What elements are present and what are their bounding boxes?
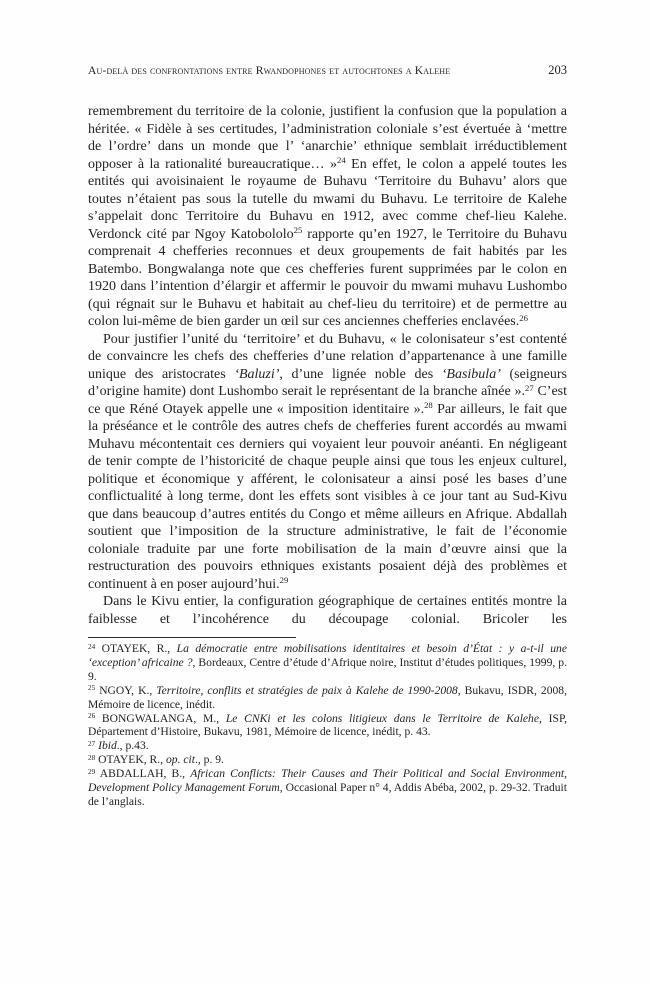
superscript-number: 27: [524, 382, 534, 393]
superscript-number: 28: [88, 753, 96, 762]
superscript-number: 26: [88, 712, 96, 721]
footnotes: [88, 642, 567, 809]
text-segment: C’est ce que Réné Otayek appelle une « imposition identitaire ».: [88, 384, 567, 417]
text-segment: , ISP, Département d’Histoire, Bukavu, 1981, Mémoire de licence, inédit, p. 43.: [88, 711, 568, 739]
text-segment: NGOY, K.,: [95, 683, 157, 697]
superscript-number: 28: [424, 400, 433, 411]
footnote: [88, 712, 567, 740]
footnote: [88, 739, 567, 753]
body-text: [88, 103, 567, 628]
italic-text: Ibid: [98, 739, 117, 753]
paragraph: [88, 331, 567, 594]
footnote: [88, 642, 567, 684]
italic-text: ‘Basibula’: [441, 366, 501, 382]
text-segment: Par ailleurs, le fait que la préséance et le contrôle des autres chefs de chefferies furent accordés au mwami Muhavu mécontentait ces derniers qui voyaient leur pouvoir anéanti. En négligeant de tenir compte de l’historicité de chaque peuple ainsi que tous les enjeux culturel, politique et économique y afférent, le colonisateur a ainsi posé les bases d’une conflictualité à long terme, dont les effets sont visibles à ce jour tant au Sud-Kivu que dans beaucoup d’autres entités du Congo et même ailleurs en Afrique. Abdallah soutient que l’imposition de la structure administrative, le fait de l’économie coloniale traduite par une forte mobilisation de la main d’œuvre ainsi que la restructuration des pouvoirs ethniques existants posaient déjà des problèmes et continuent à en poser aujourd’hui.: [88, 401, 568, 592]
text-segment: OTAYEK, R.,: [95, 642, 177, 655]
footnote: [88, 684, 567, 712]
page-header: [88, 63, 567, 78]
italic-text: La démocratie entre mobilisations identitaires et besoin d’État : y a-t-il une ‘exception’ africaine ?: [88, 642, 567, 669]
text-segment: , d’une lignée noble des: [279, 366, 442, 382]
footnote: [88, 767, 567, 809]
footnote-separator: [88, 637, 296, 638]
text-segment: En effet, le colon a appelé toutes les entités qui avoisinaient le royaume de Buhavu ‘Territoire du Buhavu’ alors que toutes n’étaient pas sous la tutelle du mwami du Buhavu. Le territoire de Kalehe s’appelait donc Territoire du Buhavu en 1912, avec comme chef-lieu Kalehe. Verdonck cité par Ngoy Katobololo: [88, 156, 567, 242]
italic-text: op. cit: [165, 753, 195, 767]
text-segment: rapporte qu’en 1927, le Territoire du Buhavu comprenait 4 chefferies reconnues et deux groupements de fait habités par les Batembo. Bongwalanga note que ces chefferies furent supprimées par le colon en 1920 dans l’intention d’élargir et affermir le pouvoir du mwami muhavu Lushombo (qui régnait sur le Buhavu et habitait au chef-lieu du territoire) et de permettre au colon lui-même de bien garder un œil sur ces anciennes chefferies enclavées.: [88, 226, 567, 329]
text-segment: (seigneurs d’origine hamite) dont Lushombo serait le représentant de la branche aînée ».: [88, 366, 567, 399]
superscript-number: 25: [88, 684, 96, 693]
italic-text: ‘Baluzi’: [234, 366, 280, 382]
italic-text: Le CNKi et les colons litigieux dans le Territoire de Kalehe: [225, 711, 540, 725]
superscript-number: 24: [337, 155, 346, 166]
text-segment: , Bukavu, ISDR, 2008, Mémoire de licence, inédit.: [88, 683, 568, 711]
text-segment: ABDALLAH, B.,: [95, 767, 191, 781]
italic-text: Territoire, conflits et stratégies de paix à Kalehe de 1990-2008: [156, 683, 458, 697]
superscript-number: 24: [88, 642, 96, 651]
paragraph: [88, 593, 567, 628]
text-segment: ., p.43.: [116, 739, 149, 753]
page-number: 203: [548, 63, 567, 77]
text-segment: , Bordeaux, Centre d’étude d’Afrique noire, Institut d’études politiques, 1999, p. 9.: [88, 655, 567, 683]
text-segment: Dans le Kivu entier, la configuration géographique de certaines entités montre la faiblesse et l’incohérence du découpage colonial. Bricoler les: [88, 594, 567, 627]
running-title: Au-delà des confrontations entre Rwandophones et autochtones a Kalehe: [88, 64, 451, 77]
superscript-number: 29: [88, 767, 96, 776]
superscript-number: 29: [279, 575, 289, 586]
superscript-number: 27: [88, 739, 96, 748]
italic-text: African Conflicts: Their Causes and Their Political and Social Environment, Development Policy Management Forum: [88, 767, 567, 795]
page-content: [88, 63, 567, 809]
superscript-number: 26: [519, 312, 528, 323]
paragraph: [88, 103, 567, 331]
footnote: [88, 753, 567, 767]
text-segment: OTAYEK, R.,: [95, 753, 166, 767]
text-segment: Pour justifier l’unité du ‘territoire’ et du Buhavu, « le colonisateur s’est contenté de convaincre les chefs des chefferies d’une relation d’appartenance à une famille unique des aristocrates: [88, 331, 567, 382]
text-segment: remembrement du territoire de la colonie, justifient la confusion que la population a héritée. « Fidèle à ses certitudes, l’administration coloniale s’est évertuée à ‘mettre de l’ordre’ dans un monde que l’ ‘anarchie’ ethnique semblait irréductiblement opposer à la rationalité bureaucratique… »: [88, 104, 567, 172]
superscript-number: 25: [293, 225, 303, 236]
text-segment: , Occasional Paper n° 4, Addis Abéba, 2002, p. 29-32. Traduit de l’anglais.: [88, 781, 567, 808]
text-segment: BONGWALANGA, M.,: [95, 711, 226, 725]
text-segment: ., p. 9.: [194, 753, 224, 767]
